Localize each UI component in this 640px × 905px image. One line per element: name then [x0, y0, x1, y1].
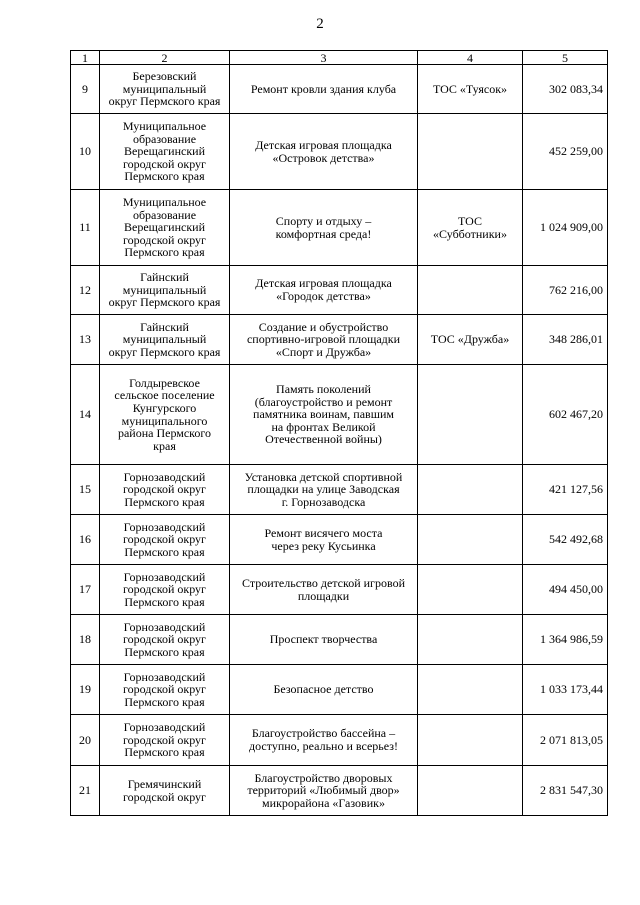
municipality-cell: Гайнский муниципальный округ Пермского края [100, 315, 230, 365]
amount-cell: 494 450,00 [523, 565, 608, 615]
project-name-cell: Создание и обустройство спортивно-игровой площадки «Спорт и Дружба» [230, 315, 418, 365]
tos-cell [418, 766, 523, 816]
column-header: 1 [71, 51, 100, 65]
municipality-cell: Горнозаводский городской округ Пермского края [100, 615, 230, 665]
tos-cell [418, 365, 523, 465]
tos-cell [418, 665, 523, 715]
table-row [71, 665, 608, 715]
row-number-cell: 10 [71, 114, 100, 190]
tos-cell [418, 515, 523, 565]
row-number-cell: 14 [71, 365, 100, 465]
municipality-cell: Голдыревское сельское поселение Кунгурского муниципального района Пермского края [100, 365, 230, 465]
amount-cell: 452 259,00 [523, 114, 608, 190]
row-number-cell: 9 [71, 65, 100, 114]
table-row [71, 266, 608, 315]
project-name-cell: Безопасное детство [230, 665, 418, 715]
row-number-cell: 21 [71, 766, 100, 816]
table-row [71, 190, 608, 266]
amount-cell: 542 492,68 [523, 515, 608, 565]
row-number-cell: 17 [71, 565, 100, 615]
tos-cell: ТОС «Субботники» [418, 190, 523, 266]
amount-cell: 1 024 909,00 [523, 190, 608, 266]
row-number-cell: 11 [71, 190, 100, 266]
municipality-cell: Горнозаводский городской округ Пермского края [100, 515, 230, 565]
tos-cell [418, 715, 523, 766]
table-row [71, 766, 608, 816]
project-name-cell: Ремонт кровли здания клуба [230, 65, 418, 114]
table-row [71, 715, 608, 766]
amount-cell: 421 127,56 [523, 465, 608, 515]
row-number-cell: 12 [71, 266, 100, 315]
municipality-cell: Горнозаводский городской округ Пермского края [100, 465, 230, 515]
project-name-cell: Благоустройство бассейна – доступно, реально и всерьез! [230, 715, 418, 766]
table-row [71, 615, 608, 665]
table-row [71, 465, 608, 515]
project-name-cell: Спорту и отдыху – комфортная среда! [230, 190, 418, 266]
project-name-cell: Благоустройство дворовых территорий «Любимый двор» микрорайона «Газовик» [230, 766, 418, 816]
amount-cell: 1 364 986,59 [523, 615, 608, 665]
project-name-cell: Память поколений (благоустройство и ремонт памятника воинам, павшим на фронтах Великой Отечественной войны) [230, 365, 418, 465]
row-number-cell: 18 [71, 615, 100, 665]
row-number-cell: 20 [71, 715, 100, 766]
amount-cell: 348 286,01 [523, 315, 608, 365]
project-name-cell: Установка детской спортивной площадки на улице Заводская г. Горнозаводска [230, 465, 418, 515]
municipality-cell: Горнозаводский городской округ Пермского края [100, 665, 230, 715]
amount-cell: 1 033 173,44 [523, 665, 608, 715]
column-header: 4 [418, 51, 523, 65]
tos-cell [418, 266, 523, 315]
column-header: 5 [523, 51, 608, 65]
municipality-cell: Гайнский муниципальный округ Пермского края [100, 266, 230, 315]
project-name-cell: Ремонт висячего моста через реку Кусьинка [230, 515, 418, 565]
table-row [71, 315, 608, 365]
tos-cell [418, 565, 523, 615]
amount-cell: 602 467,20 [523, 365, 608, 465]
amount-cell: 2 831 547,30 [523, 766, 608, 816]
row-number-cell: 13 [71, 315, 100, 365]
projects-table [70, 50, 608, 816]
row-number-cell: 19 [71, 665, 100, 715]
table-row [71, 515, 608, 565]
tos-cell [418, 615, 523, 665]
row-number-cell: 16 [71, 515, 100, 565]
table-row [71, 565, 608, 615]
project-name-cell: Детская игровая площадка «Островок детства» [230, 114, 418, 190]
municipality-cell: Горнозаводский городской округ Пермского края [100, 565, 230, 615]
municipality-cell: Горнозаводский городской округ Пермского края [100, 715, 230, 766]
tos-cell [418, 465, 523, 515]
municipality-cell: Березовский муниципальный округ Пермского края [100, 65, 230, 114]
tos-cell: ТОС «Туясок» [418, 65, 523, 114]
tos-cell [418, 114, 523, 190]
table-row [71, 114, 608, 190]
project-name-cell: Строительство детской игровой площадки [230, 565, 418, 615]
municipality-cell: Муниципальное образование Верещагинский городской округ Пермского края [100, 114, 230, 190]
tos-cell: ТОС «Дружба» [418, 315, 523, 365]
table-row [71, 365, 608, 465]
column-header: 2 [100, 51, 230, 65]
column-header: 3 [230, 51, 418, 65]
municipality-cell: Гремячинский городской округ [100, 766, 230, 816]
municipality-cell: Муниципальное образование Верещагинский городской округ Пермского края [100, 190, 230, 266]
table-header-row [71, 51, 608, 65]
project-name-cell: Проспект творчества [230, 615, 418, 665]
amount-cell: 302 083,34 [523, 65, 608, 114]
table-row [71, 65, 608, 114]
project-name-cell: Детская игровая площадка «Городок детства» [230, 266, 418, 315]
page-number: 2 [316, 16, 324, 32]
row-number-cell: 15 [71, 465, 100, 515]
amount-cell: 2 071 813,05 [523, 715, 608, 766]
amount-cell: 762 216,00 [523, 266, 608, 315]
